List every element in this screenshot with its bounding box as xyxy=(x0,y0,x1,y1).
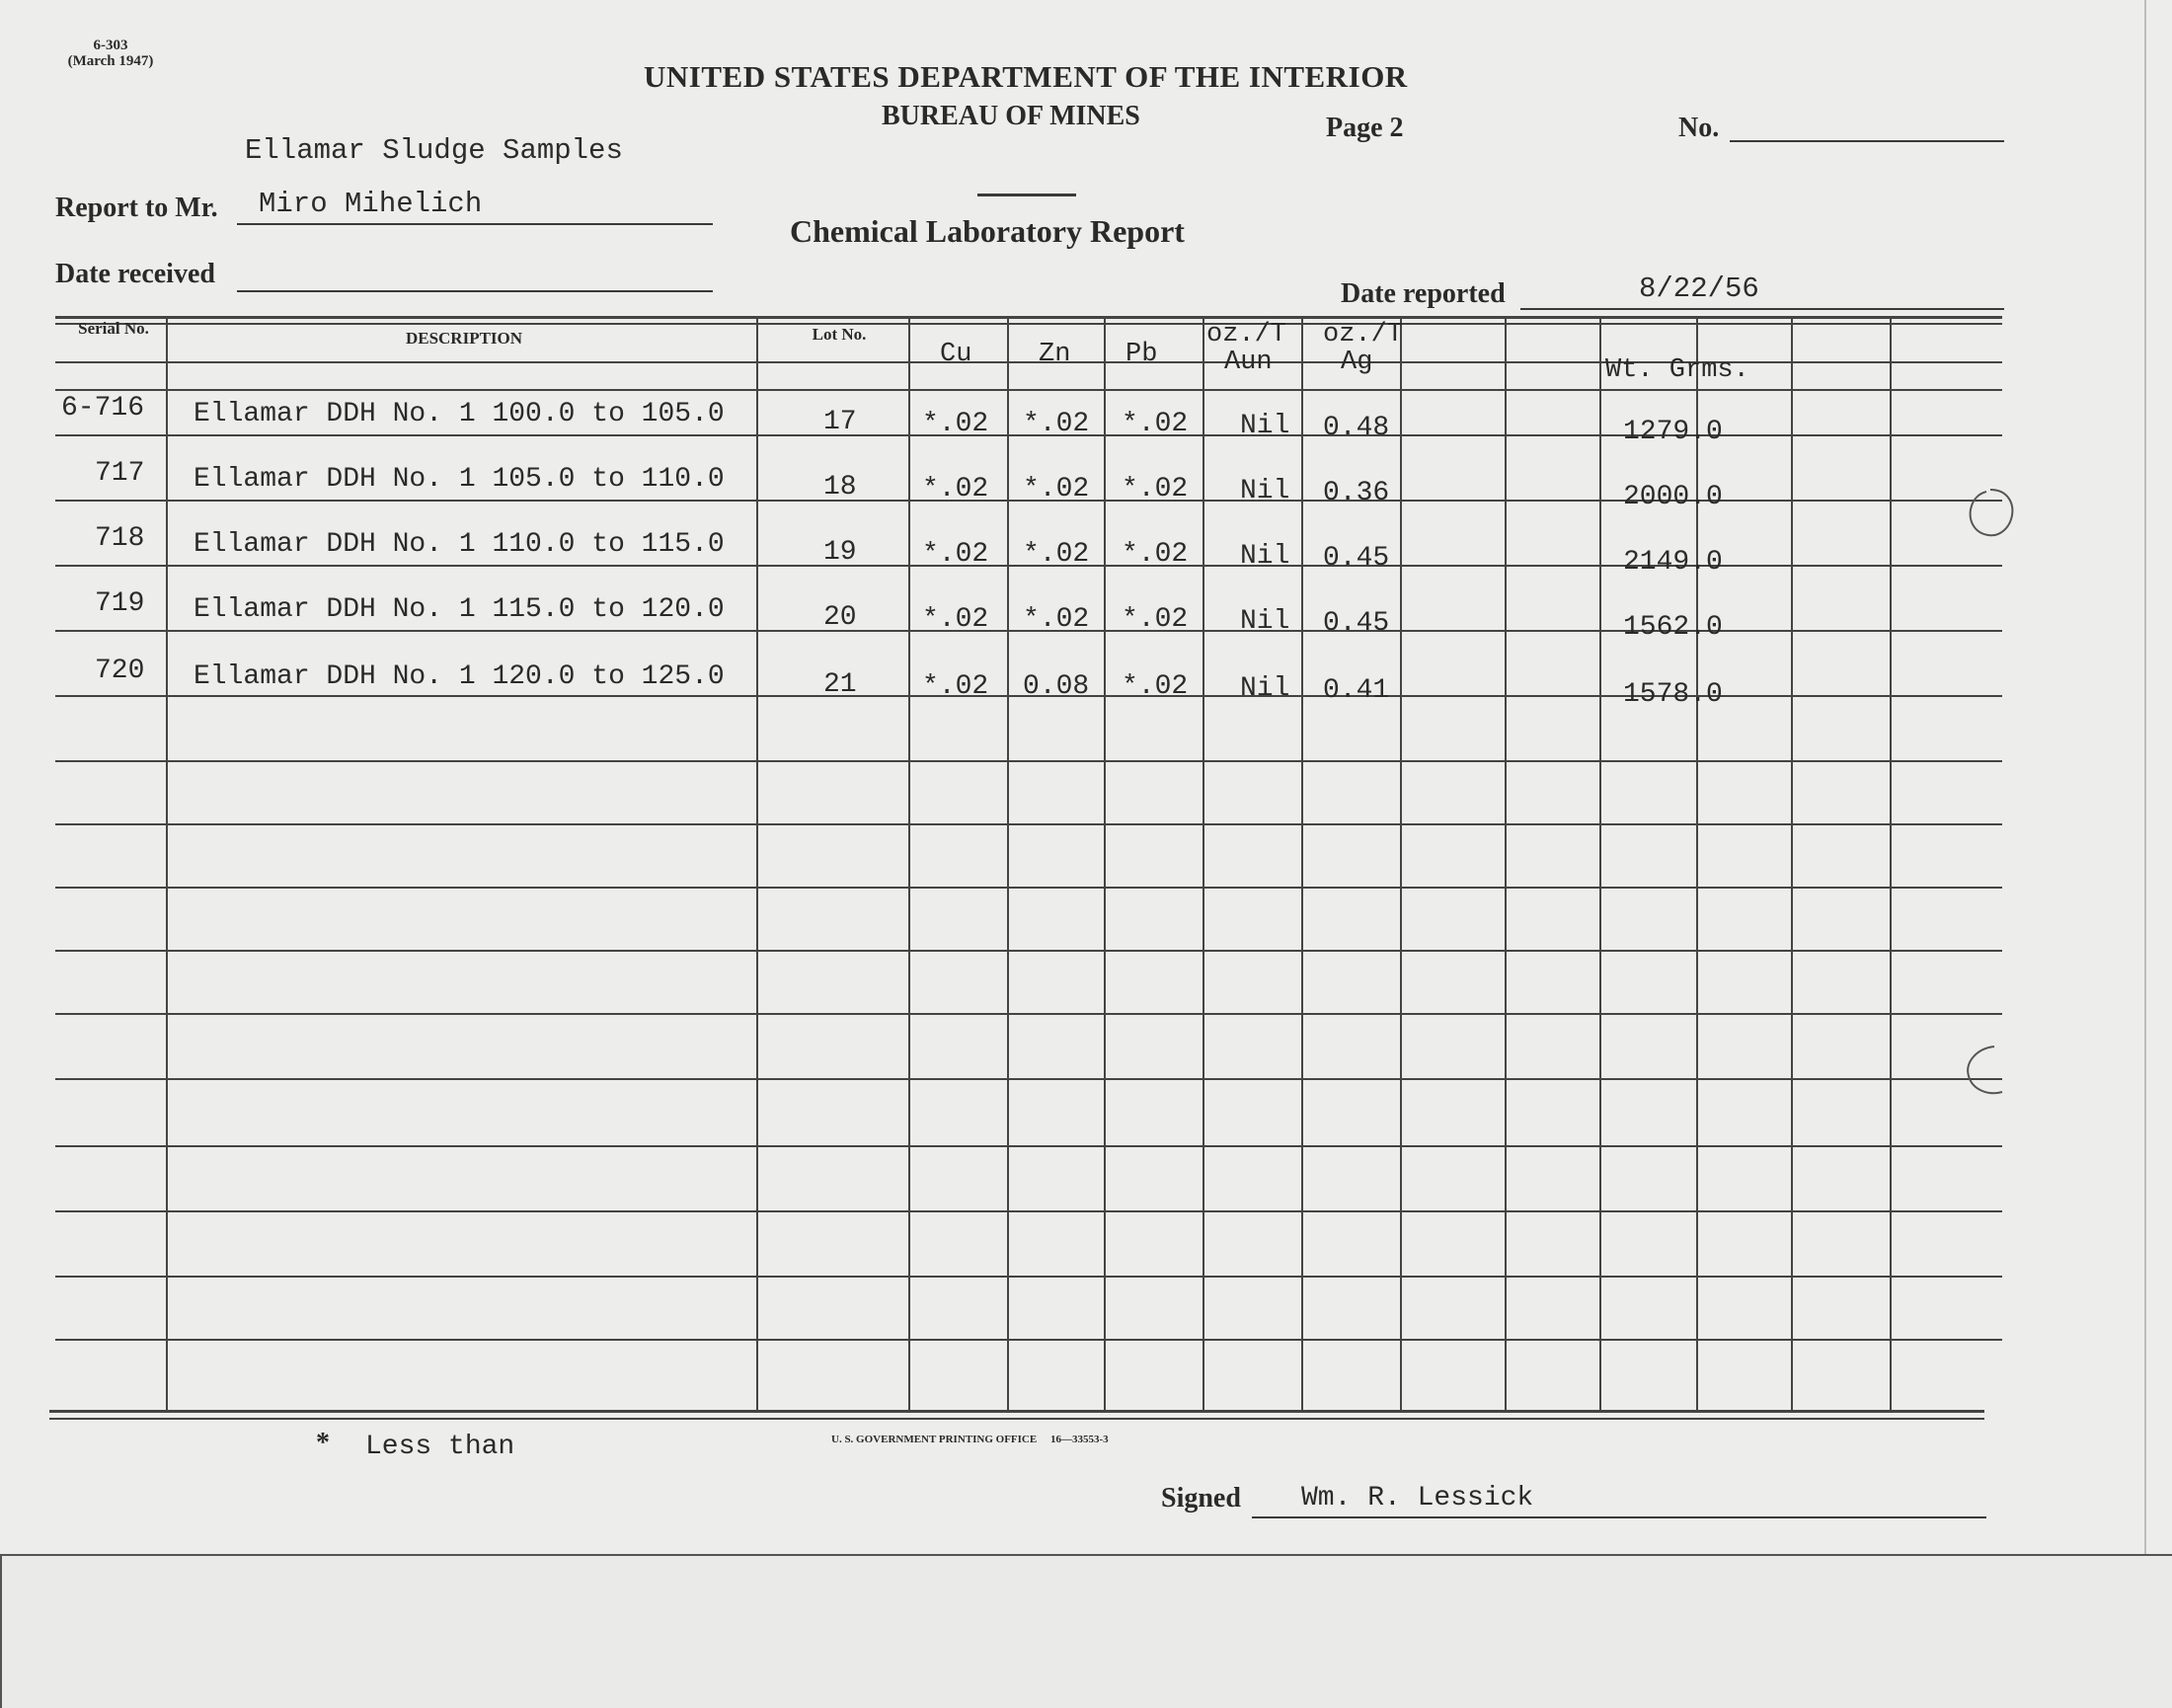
date-received-underline xyxy=(237,290,713,292)
bottom-box xyxy=(0,1554,2172,1708)
table-top-rule xyxy=(55,316,2002,319)
weight-cell: 1562.0 xyxy=(1623,612,1723,643)
col-divider xyxy=(1599,316,1601,1412)
row-rule xyxy=(55,950,2002,952)
date-reported-label: Date reported xyxy=(1341,278,1506,309)
pb-cell: *.02 xyxy=(1122,409,1189,439)
ag-cell: 0.36 xyxy=(1323,478,1390,508)
signed-label: Signed xyxy=(1161,1483,1241,1514)
report-title: Chemical Laboratory Report xyxy=(790,213,1185,249)
pb-cell: *.02 xyxy=(1122,671,1189,702)
pb-cell: *.02 xyxy=(1122,604,1189,635)
title-rule xyxy=(977,194,1076,196)
weight-cell: 1578.0 xyxy=(1623,679,1723,710)
col-divider xyxy=(1400,316,1402,1412)
date-reported-underline xyxy=(1520,308,2004,310)
page-number: Page 2 xyxy=(1326,113,1404,143)
serial-cell: 717 xyxy=(95,458,145,489)
row-rule xyxy=(55,760,2002,762)
punch-hole-mark xyxy=(1955,1037,2014,1106)
serial-cell: 718 xyxy=(95,523,145,554)
serial-cell: 720 xyxy=(95,656,145,686)
row-rule xyxy=(55,823,2002,825)
lot-cell: 20 xyxy=(823,602,857,633)
col-divider xyxy=(166,316,168,1412)
row-rule xyxy=(55,1339,2002,1341)
report-to-value: Miro Mihelich xyxy=(259,188,483,220)
row-rule xyxy=(55,1276,2002,1278)
zn-cell: 0.08 xyxy=(1023,671,1090,702)
signed-underline xyxy=(1252,1516,1986,1518)
col-divider xyxy=(1890,316,1892,1412)
cu-cell: *.02 xyxy=(922,604,989,635)
row-rule xyxy=(55,389,2002,391)
col-divider xyxy=(908,316,910,1412)
au-cell: Nil xyxy=(1240,673,1290,704)
date-reported-value: 8/22/56 xyxy=(1639,272,1759,305)
lot-cell: 18 xyxy=(823,472,857,503)
weight-cell: 2000.0 xyxy=(1623,482,1723,512)
au-unit-header: oz./T xyxy=(1206,320,1287,349)
au-header: Aun xyxy=(1224,348,1273,377)
col-divider xyxy=(1505,316,1507,1412)
serial-header: Serial No. xyxy=(78,319,149,338)
weight-cell: 2149.0 xyxy=(1623,547,1723,578)
lot-cell: 19 xyxy=(823,537,857,568)
description-cell: Ellamar DDH No. 1 120.0 to 125.0 xyxy=(194,661,725,692)
ag-cell: 0.45 xyxy=(1323,543,1390,574)
au-cell: Nil xyxy=(1240,411,1290,441)
col-divider xyxy=(1104,316,1106,1412)
row-rule xyxy=(55,1210,2002,1212)
zn-cell: *.02 xyxy=(1023,604,1090,635)
cu-cell: *.02 xyxy=(922,539,989,570)
zn-cell: *.02 xyxy=(1023,409,1090,439)
footnote-mark: * xyxy=(316,1428,330,1458)
page-edge xyxy=(2144,0,2146,1706)
col-divider xyxy=(1301,316,1303,1412)
date-received-label: Date received xyxy=(55,259,215,289)
weight-header: Wt. Grms. xyxy=(1605,355,1749,385)
cu-cell: *.02 xyxy=(922,409,989,439)
bureau-heading: BUREAU OF MINES xyxy=(882,101,1140,131)
col-divider xyxy=(1202,316,1204,1412)
department-heading: UNITED STATES DEPARTMENT OF THE INTERIOR xyxy=(644,59,1408,94)
lot-header: Lot No. xyxy=(812,325,867,344)
table-top-rule-2 xyxy=(55,323,2002,325)
ag-cell: 0.48 xyxy=(1323,413,1390,443)
ag-cell: 0.41 xyxy=(1323,675,1390,706)
au-cell: Nil xyxy=(1240,476,1290,506)
pb-cell: *.02 xyxy=(1122,539,1189,570)
lot-cell: 21 xyxy=(823,669,857,700)
description-cell: Ellamar DDH No. 1 115.0 to 120.0 xyxy=(194,594,725,625)
no-label: No. xyxy=(1678,113,1720,143)
signed-value: Wm. R. Lessick xyxy=(1301,1483,1534,1514)
ag-unit-header: oz./T xyxy=(1323,320,1404,349)
footnote-text: Less than xyxy=(365,1432,515,1462)
row-rule xyxy=(55,1145,2002,1147)
zn-cell: *.02 xyxy=(1023,539,1090,570)
ag-cell: 0.45 xyxy=(1323,608,1390,639)
cu-cell: *.02 xyxy=(922,474,989,505)
pb-header: Pb xyxy=(1125,340,1158,369)
form-number-text: 6-303 xyxy=(93,38,128,53)
punch-hole-mark xyxy=(1961,484,2020,543)
row-rule xyxy=(55,1013,2002,1015)
table-bottom-rule-2 xyxy=(49,1418,1984,1420)
description-cell: Ellamar DDH No. 1 100.0 to 105.0 xyxy=(194,399,725,429)
table-bottom-rule xyxy=(49,1410,1984,1413)
zn-header: Zn xyxy=(1039,340,1071,369)
form-number xyxy=(61,38,160,69)
zn-cell: *.02 xyxy=(1023,474,1090,505)
subject-text: Ellamar Sludge Samples xyxy=(245,134,623,167)
ag-header: Ag xyxy=(1341,348,1373,377)
no-underline xyxy=(1730,140,2004,142)
report-to-underline xyxy=(237,223,713,225)
row-rule xyxy=(55,1078,2002,1080)
printing-office-imprint: U. S. GOVERNMENT PRINTING OFFICE 16—33553-3 xyxy=(831,1434,1109,1445)
au-cell: Nil xyxy=(1240,541,1290,572)
cu-cell: *.02 xyxy=(922,671,989,702)
serial-cell: 719 xyxy=(95,588,145,619)
au-cell: Nil xyxy=(1240,606,1290,637)
col-divider xyxy=(1791,316,1793,1412)
description-header: DESCRIPTION xyxy=(405,329,523,348)
description-cell: Ellamar DDH No. 1 110.0 to 115.0 xyxy=(194,529,725,560)
serial-cell: 6-716 xyxy=(61,393,145,424)
weight-cell: 1279.0 xyxy=(1623,417,1723,447)
col-divider xyxy=(756,316,758,1412)
pb-cell: *.02 xyxy=(1122,474,1189,505)
report-to-label: Report to Mr. xyxy=(55,193,218,223)
row-rule xyxy=(55,887,2002,889)
description-cell: Ellamar DDH No. 1 105.0 to 110.0 xyxy=(194,464,725,495)
col-divider xyxy=(1007,316,1009,1412)
lot-cell: 17 xyxy=(823,407,857,437)
cu-header: Cu xyxy=(940,340,972,369)
col-divider xyxy=(1696,316,1698,1412)
form-date-text: (March 1947) xyxy=(67,53,154,69)
